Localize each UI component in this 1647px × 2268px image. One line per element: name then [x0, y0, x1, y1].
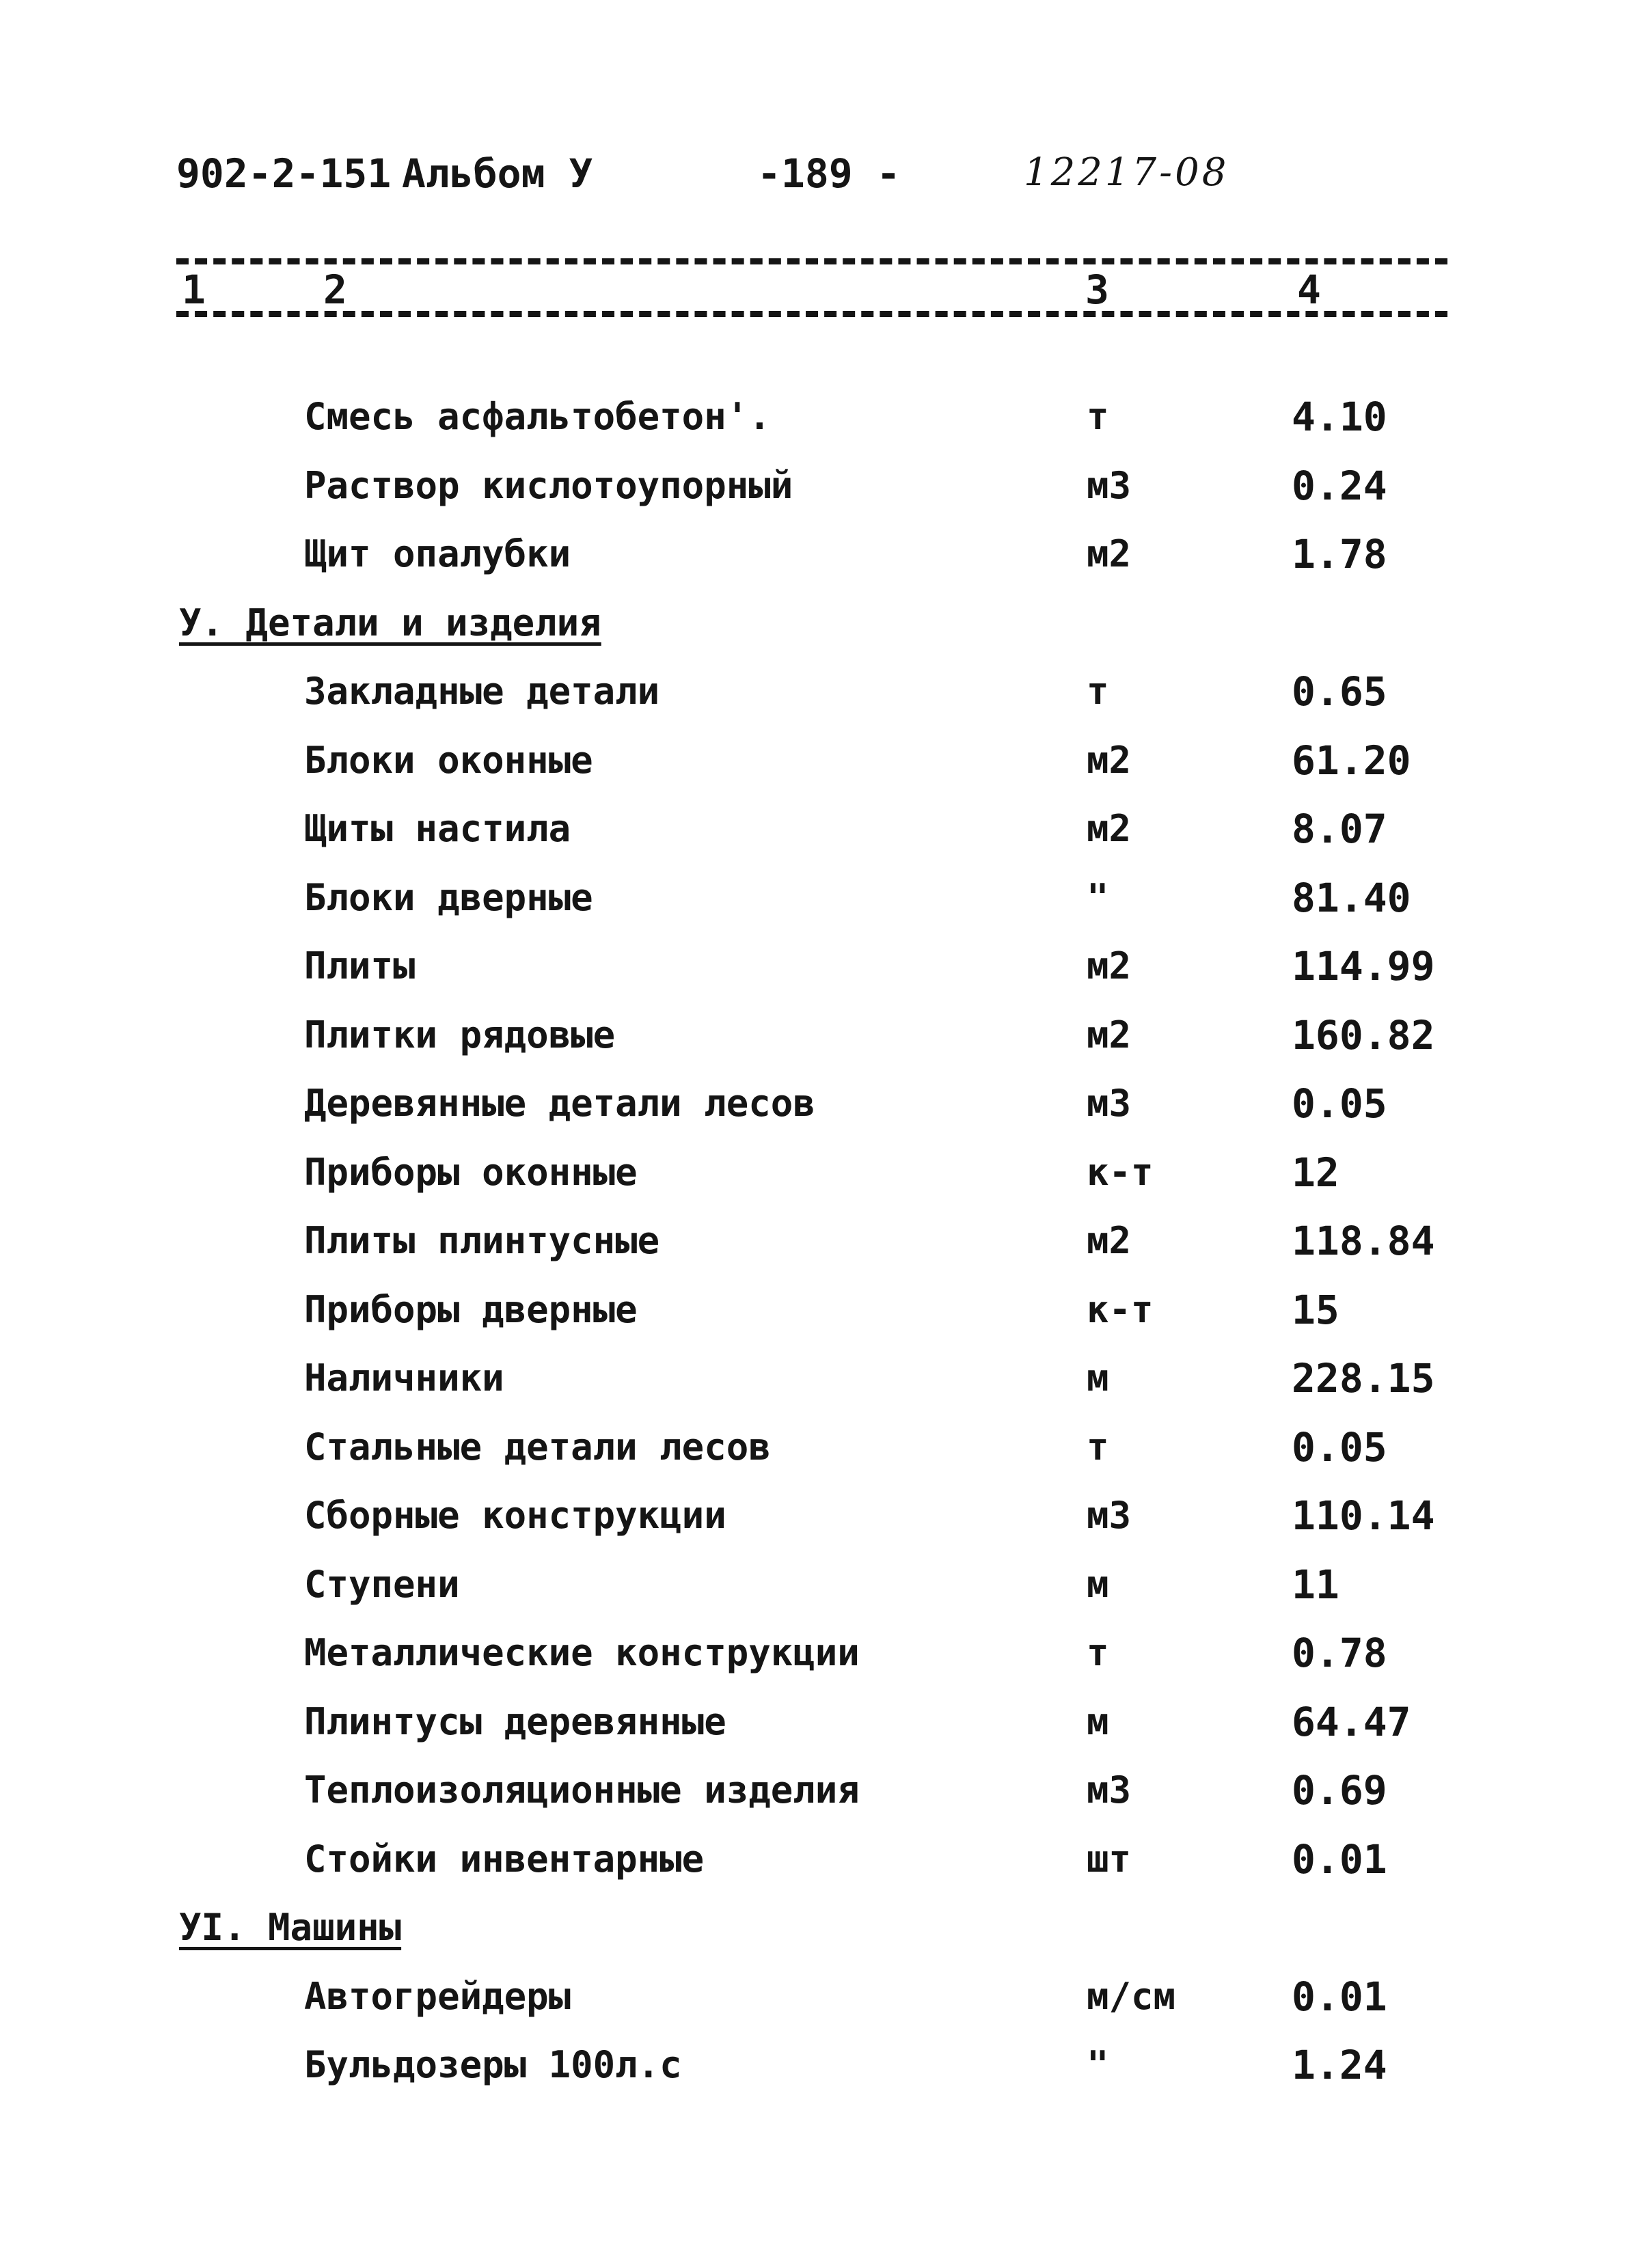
item-unit: м2: [1087, 944, 1132, 987]
item-unit: ": [1087, 2043, 1109, 2086]
handwritten-number: 12217-08: [1024, 150, 1229, 195]
item-name: Плиты: [304, 944, 416, 987]
item-unit: т: [1087, 670, 1109, 713]
table-row: [0, 657, 1647, 726]
item-quantity: 118.84: [1292, 1218, 1435, 1264]
item-unit: ": [1087, 875, 1109, 919]
item-quantity: 0.65: [1292, 668, 1387, 715]
table-row: [0, 1688, 1647, 1757]
column-number-2: 2: [323, 267, 347, 313]
item-quantity: 0.01: [1292, 1973, 1387, 2020]
item-quantity: 114.99: [1292, 943, 1435, 989]
dashed-rule-bottom: [176, 311, 1447, 317]
item-unit: м3: [1087, 1768, 1132, 1812]
table-row: [0, 864, 1647, 933]
item-unit: шт: [1087, 1837, 1132, 1881]
item-unit: м: [1087, 1699, 1109, 1743]
item-name: Щиты настила: [304, 807, 571, 850]
table-row: [0, 452, 1647, 521]
item-quantity: 1.78: [1292, 531, 1387, 577]
section-title: УI. Машины: [179, 1906, 402, 1949]
item-quantity: 0.05: [1292, 1080, 1387, 1127]
section-heading-row: [0, 1894, 1647, 1963]
item-unit: м/см: [1087, 1974, 1176, 2018]
item-quantity: 0.69: [1292, 1767, 1387, 1814]
item-name: Деревянные детали лесов: [304, 1082, 815, 1125]
item-quantity: 61.20: [1292, 737, 1411, 784]
item-unit: м: [1087, 1562, 1109, 1606]
section-title: У. Детали и изделия: [179, 601, 601, 644]
item-quantity: 160.82: [1292, 1011, 1435, 1058]
table-row: [0, 383, 1647, 452]
item-unit: м3: [1087, 1082, 1132, 1125]
item-quantity: 15: [1292, 1286, 1339, 1333]
item-unit: м2: [1087, 1013, 1132, 1056]
table-row: [0, 726, 1647, 795]
item-name: Теплоизоляционные изделия: [304, 1768, 860, 1812]
table-row: [0, 1276, 1647, 1345]
item-quantity: 81.40: [1292, 874, 1411, 921]
item-unit: м: [1087, 1356, 1109, 1399]
item-quantity: 228.15: [1292, 1355, 1435, 1402]
item-quantity: 64.47: [1292, 1698, 1411, 1745]
item-quantity: 0.78: [1292, 1630, 1387, 1676]
table-row: [0, 1413, 1647, 1482]
table-row: [0, 1138, 1647, 1207]
item-name: Сборные конструкции: [304, 1494, 726, 1537]
item-name: Автогрейдеры: [304, 1974, 571, 2018]
item-name: Блоки дверные: [304, 875, 593, 919]
item-quantity: 0.01: [1292, 1835, 1387, 1883]
table-row: [0, 1756, 1647, 1825]
item-name: Плинтусы деревянные: [304, 1699, 726, 1743]
item-name: Металлические конструкции: [304, 1631, 860, 1674]
table-row: [0, 1550, 1647, 1620]
item-unit: м3: [1087, 463, 1132, 507]
column-number-4: 4: [1297, 267, 1321, 313]
table-row: [0, 520, 1647, 589]
table-row: [0, 1069, 1647, 1138]
section-heading-row: [0, 589, 1647, 658]
item-unit: т: [1087, 395, 1109, 438]
item-quantity: 0.24: [1292, 462, 1387, 509]
table-row: [0, 1481, 1647, 1550]
item-quantity: 1.24: [1292, 2042, 1387, 2088]
table-row: [0, 1963, 1647, 2032]
item-quantity: 0.05: [1292, 1423, 1387, 1471]
item-unit: т: [1087, 1631, 1109, 1674]
document-code: 902-2-151: [176, 150, 392, 197]
column-number-3: 3: [1085, 267, 1109, 313]
item-quantity: 8.07: [1292, 806, 1387, 852]
item-name: Бульдозеры 100л.с: [304, 2043, 682, 2086]
page-number: -189 -: [757, 150, 901, 197]
item-unit: м2: [1087, 738, 1132, 782]
item-quantity: 11: [1292, 1561, 1339, 1608]
item-name: Щит опалубки: [304, 532, 571, 575]
item-name: Блоки оконные: [304, 738, 593, 782]
item-name: Ступени: [304, 1562, 460, 1606]
table-row: [0, 1619, 1647, 1688]
item-unit: м3: [1087, 1494, 1132, 1537]
page-header: [176, 150, 1475, 212]
item-unit: к-т: [1087, 1287, 1154, 1331]
table-row: [0, 1825, 1647, 1894]
item-quantity: 110.14: [1292, 1492, 1435, 1539]
item-name: Плиты плинтусные: [304, 1219, 660, 1262]
item-quantity: 4.10: [1292, 394, 1387, 440]
table-row: [0, 932, 1647, 1001]
item-quantity: 12: [1292, 1149, 1339, 1196]
item-unit: м2: [1087, 1219, 1132, 1262]
table-row: [0, 795, 1647, 864]
item-unit: т: [1087, 1425, 1109, 1468]
item-unit: м2: [1087, 532, 1132, 575]
column-number-1: 1: [182, 267, 206, 313]
column-numbers-row: [176, 267, 1447, 314]
dashed-rule-top: [176, 258, 1447, 264]
item-name: Раствор кислотоупорный: [304, 463, 793, 507]
album-label: Альбом У: [402, 150, 593, 197]
materials-list: [0, 383, 1647, 2100]
item-name: Плитки рядовые: [304, 1013, 616, 1056]
item-name: Стальные детали лесов: [304, 1425, 771, 1468]
table-row: [0, 1207, 1647, 1276]
table-row: [0, 1344, 1647, 1413]
item-unit: к-т: [1087, 1150, 1154, 1194]
item-name: Закладные детали: [304, 670, 660, 713]
table-row: [0, 1001, 1647, 1070]
table-row: [0, 2031, 1647, 2100]
item-name: Наличники: [304, 1356, 504, 1399]
item-name: Стойки инвентарные: [304, 1837, 705, 1881]
item-name: Приборы дверные: [304, 1287, 638, 1331]
item-unit: м2: [1087, 807, 1132, 850]
item-name: Смесь асфальтобетон'.: [304, 395, 771, 438]
item-name: Приборы оконные: [304, 1150, 638, 1194]
